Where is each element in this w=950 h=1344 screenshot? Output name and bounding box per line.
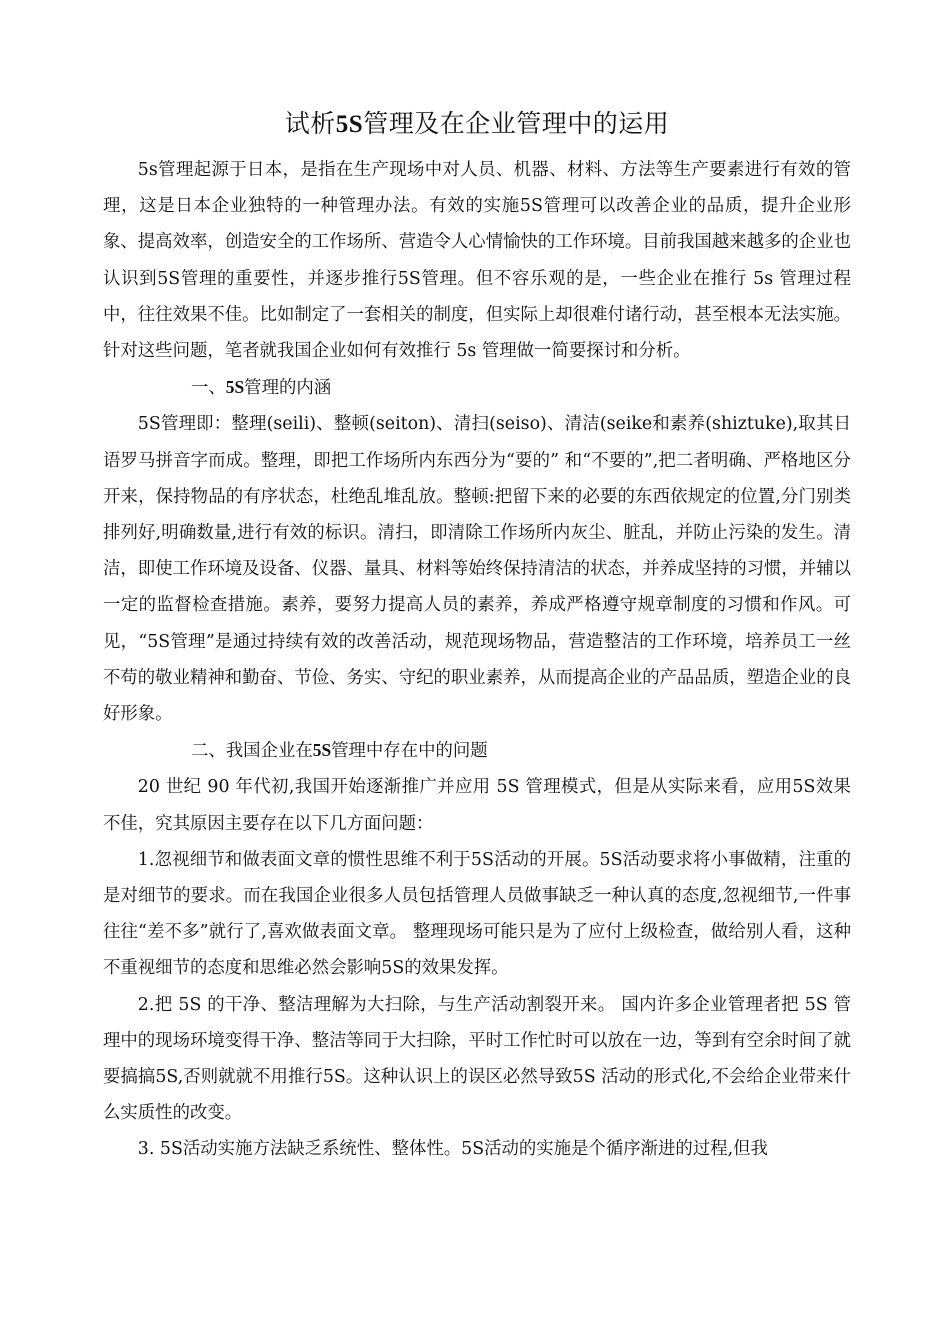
heading-2-suffix: 管理中存在中的问题 xyxy=(331,741,488,762)
paragraph-intro: 5s管理起源于日本，是指在生产现场中对人员、机器、材料、方法等生产要素进行有效的管理，这是日本企业独特的一种管理办法。有效的实施5S管理可以改善企业的品质，提升企业形象、提高效率，创造安全的工作场所、营造令人心情愉快的工作环境。目前我国越来越多的企业也认识到5S管理的重要性，并逐步推行5S管理。但不容乐观的是，一些企业在推行 5s 管理过程中，往往效果不佳。比如制定了一套相关的制度，但实际上却很难付诸行动，甚至根本无法实施。针对这些问题，笔者就我国企业如何有效推行 5s 管理做一简要探讨和分析。 xyxy=(103,160,851,362)
heading-2-prefix: 二、我国企业在 xyxy=(191,741,313,762)
title-suffix: 管理及在企业管理中的运用 xyxy=(363,109,670,138)
heading-1-prefix: 一、 xyxy=(191,378,226,399)
paragraph-problem-2: 2.把 5S 的干净、整洁理解为大扫除，与生产活动割裂开来。 国内许多企业管理者把 5S 管理中的现场环境变得干净、整洁等同于大扫除，平时工作忙时可以放在一边，等到有空余时间了就要搞搞5S,否则就就不用推行5S。这种认识上的误区必然导致5S 活动的形式化,不会给企业带来什么实质性的改变。 xyxy=(103,994,851,1124)
document-body xyxy=(103,152,851,1168)
paragraph-meaning: 5S管理即：整理(seili)、整顿(seiton)、清扫(seiso)、清洁(seike和素养(shiztuke),取其日语罗马拼音字而成。整理，即把工作场所内东西分为“要的” 和“不要的”,把二者明确、严格地区分开来，保持物品的有序状态，杜绝乱堆乱放。整顿:把留下来的必要的东西依规定的位置,分门别类排列好,明确数量,进行有效的标识。清扫，即清除工作场所内灰尘、脏乱，并防止污染的发生。清洁，即使工作环境及设备、仪器、量具、材料等始终保持清洁的状态，并养成坚持的习惯，并辅以一定的监督检查措施。素养，要努力提高人员的素养，养成严格遵守规章制度的习惯和作风。可见，“5S管理”是通过持续有效的改善活动，规范现场物品，营造整洁的工作环境，培养员工一丝不苟的敬业精神和勤奋、节俭、务实、守纪的职业素养，从而提高企业的产品品质，塑造企业的良好形象。 xyxy=(103,414,851,725)
heading-2-bold: 5S xyxy=(312,740,332,761)
paragraph-problem-1: 1.忽视细节和做表面文章的惯性思维不利于5S活动的开展。5S活动要求将小事做精，注重的是对细节的要求。而在我国企业很多人员包括管理人员做事缺乏一种认真的态度,忽视细节,一件事往往“差不多”就行了,喜欢做表面文章。 整理现场可能只是为了应付上级检查，做给别人看，这种不重视细节的态度和思维必然会影响5S的效果发挥。 xyxy=(103,849,851,979)
section-heading-1 xyxy=(103,369,851,406)
heading-1-suffix: 管理的内涵 xyxy=(244,378,332,399)
paragraph-problems-intro: 20 世纪 90 年代初,我国开始逐渐推广并应用 5S 管理模式，但是从实际来看，应用5S效果不佳，究其原因主要存在以下几方面问题： xyxy=(103,777,851,834)
section-heading-2 xyxy=(103,732,851,769)
paragraph-problem-3: 3. 5S活动实施方法缺乏系统性、整体性。5S活动的实施是个循序渐进的过程,但我 xyxy=(137,1139,768,1160)
title-bold: 5S xyxy=(335,111,364,138)
document-title xyxy=(103,104,851,145)
heading-1-bold: 5S xyxy=(225,377,245,398)
title-prefix: 试析 xyxy=(284,109,336,138)
